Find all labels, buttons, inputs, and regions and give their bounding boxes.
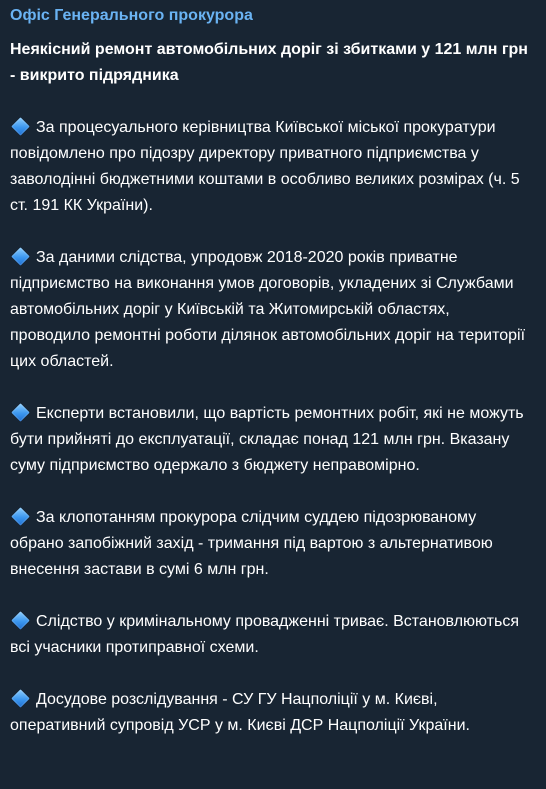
large-blue-diamond-icon (11, 247, 29, 265)
paragraph-text: Досудове розслідування - СУ ГУ Нацполіції у м. Києві, оперативний супровід УСР у м. Києві ДСР Нацполіції України. (10, 691, 470, 734)
post-paragraph (10, 609, 532, 661)
post-paragraph (10, 401, 532, 479)
paragraph-text: За даними слідства, упродовж 2018-2020 років приватне підприємство на виконання умов договорів, укладених зі Службами автомобільних доріг у Київській та Житомирській областях, проводило ремонтні роботи ділянок автомобільних доріг на території цих областей. (10, 249, 526, 370)
paragraph-text: Експерти встановили, що вартість ремонтних робіт, які не можуть бути прийняті до експлуатації, складає понад 121 млн грн. Вказану суму підприємство одержало з бюджету неправомірно. (10, 405, 524, 474)
paragraph-text: За клопотанням прокурора слідчим суддею підозрюваному обрано запобіжний захід - тримання під вартою з альтернативою внесення застави в сумі 6 млн грн. (10, 509, 493, 578)
large-blue-diamond-icon (11, 117, 29, 135)
post-headline: Неякісний ремонт автомобільних доріг зі збитками у 121 млн грн - викрито підрядника (10, 41, 528, 84)
large-blue-diamond-icon (11, 689, 29, 707)
paragraph-text: За процесуального керівництва Київської міської прокуратури повідомлено про підозру директору приватного підприємства у заволодінні бюджетними коштами в особливо великих розмірах (ч. 5 ст. 191 КК України). (10, 119, 520, 214)
paragraph-text: Слідство у кримінальному провадженні триває. Встановлюються всі учасники протиправної схеми. (10, 613, 519, 656)
post-paragraph (10, 505, 532, 583)
post-paragraph (10, 687, 532, 739)
large-blue-diamond-icon (11, 403, 29, 421)
large-blue-diamond-icon (11, 611, 29, 629)
channel-name-link[interactable]: Офіс Генерального прокурора (10, 7, 253, 24)
post-paragraph (10, 245, 532, 375)
large-blue-diamond-icon (11, 507, 29, 525)
post-paragraph (10, 115, 532, 219)
